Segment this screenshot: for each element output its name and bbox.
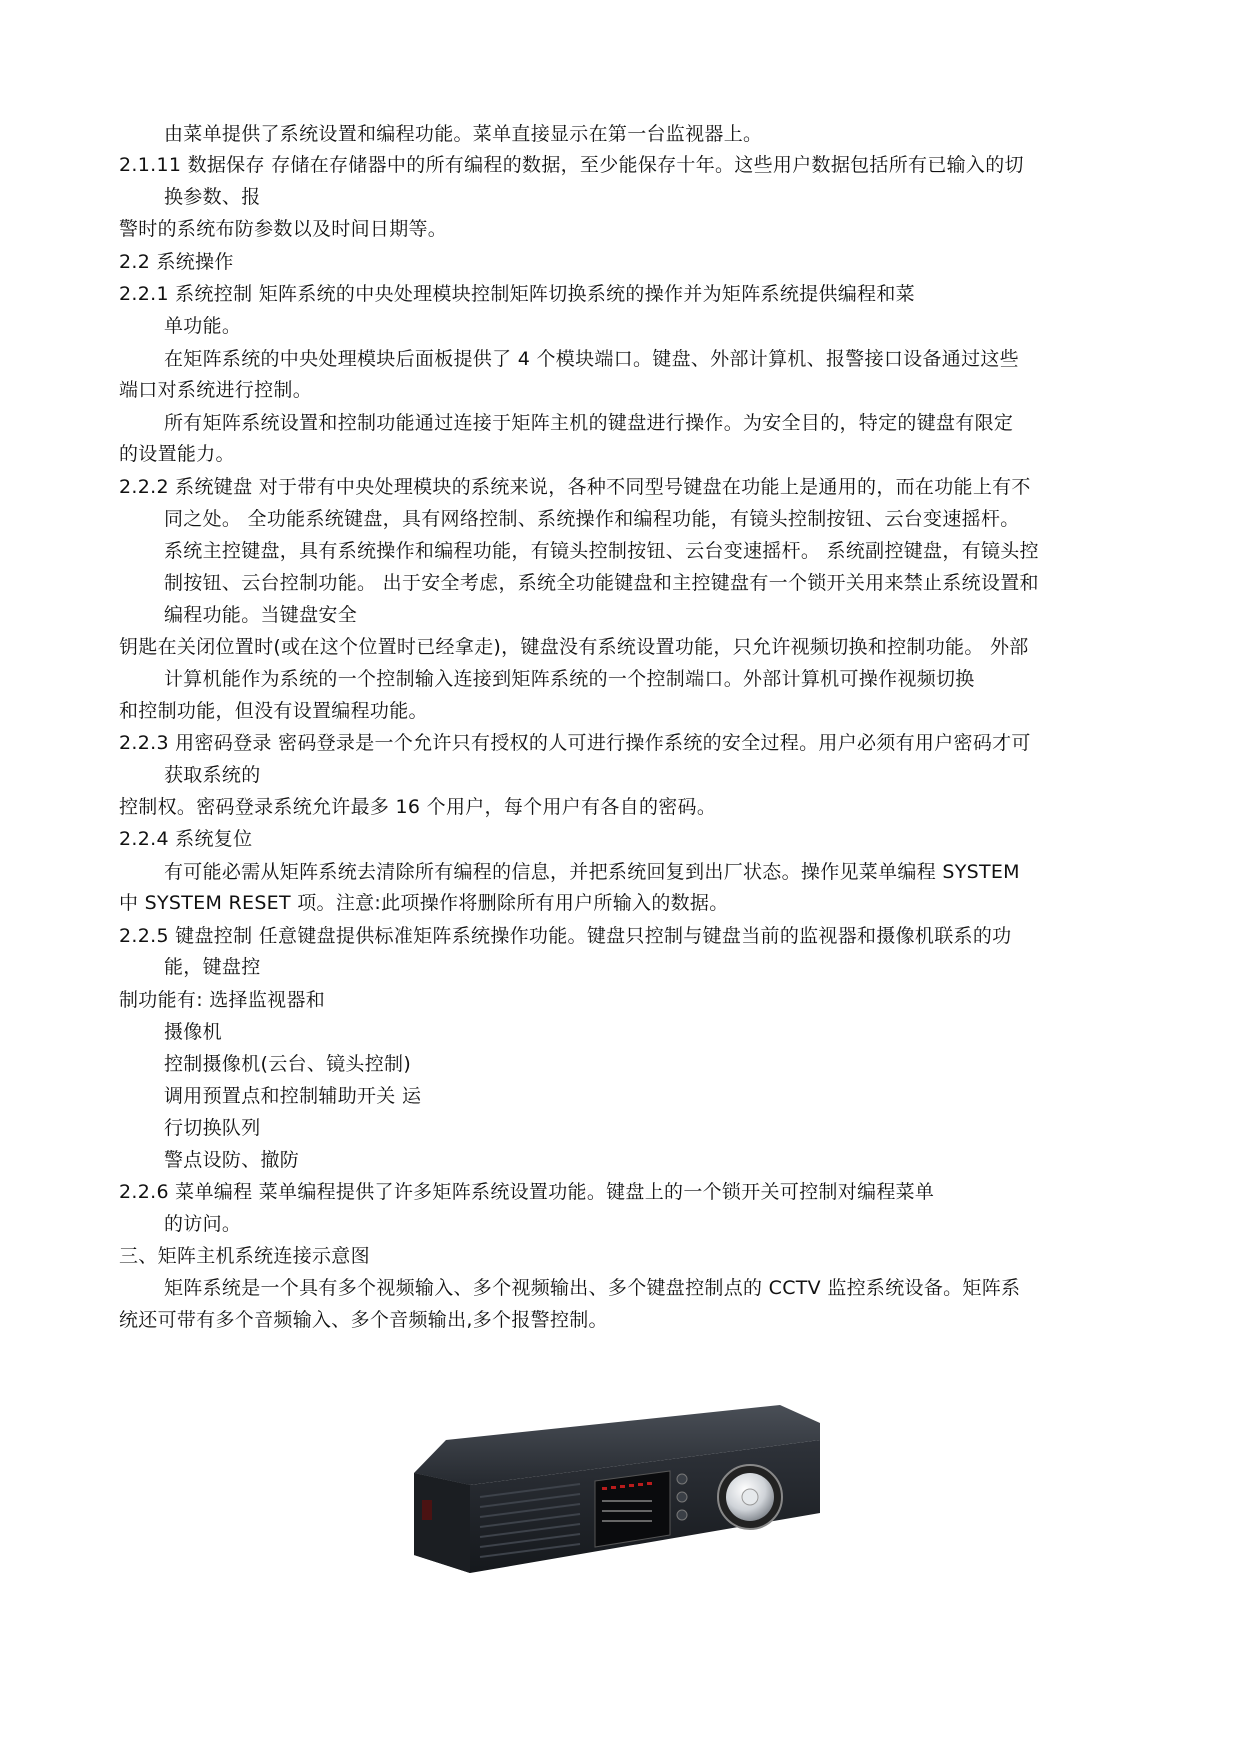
- text-line-12: 2.2.2 系统键盘 对于带有中央处理模块的系统来说，各种不同型号键盘在功能上是通用的，而在功能上有不: [119, 476, 1031, 498]
- text-line-22: 控制权。密码登录系统允许最多 16 个用户，每个用户有各自的密码。: [119, 796, 717, 818]
- text-line-37: 矩阵系统是一个具有多个视频输入、多个视频输出、多个键盘控制点的 CCTV 监控系统设备。矩阵系: [164, 1277, 1021, 1299]
- text-line-10: 所有矩阵系统设置和控制功能通过连接于矩阵主机的键盘进行操作。为安全目的，特定的键盘有限定: [164, 412, 1014, 434]
- heading-2-2-4: 2.2.4 系统复位: [119, 828, 253, 850]
- text-line-25: 中 SYSTEM RESET 项。注意:此项操作将删除所有用户所输入的数据。: [119, 892, 729, 914]
- text-line-6: 2.2.1 系统控制 矩阵系统的中央处理模块控制矩阵切换系统的操作并为矩阵系统提供编程和菜: [119, 283, 915, 305]
- heading-2-2: 2.2 系统操作: [119, 251, 234, 273]
- text-line-16: 编程功能。当键盘安全: [164, 604, 358, 626]
- text-line-34: 2.2.6 菜单编程 菜单编程提供了许多矩阵系统设置功能。键盘上的一个锁开关可控制对编程菜单: [119, 1181, 935, 1203]
- text-line-26: 2.2.5 键盘控制 任意键盘提供标准矩阵系统操作功能。键盘只控制与键盘当前的监视器和摄像机联系的功: [119, 925, 1012, 947]
- text-line-30: 控制摄像机(云台、镜头控制): [164, 1053, 412, 1075]
- text-line-27: 能，键盘控: [164, 956, 261, 978]
- text-line-35: 的访问。: [164, 1213, 242, 1235]
- text-line-13: 同之处。 全功能系统键盘，具有网络控制、系统操作和编程功能，有镜头控制按钮、云台变速摇杆。: [164, 508, 1020, 530]
- text-line-11: 的设置能力。: [119, 443, 235, 465]
- text-line-1: 由菜单提供了系统设置和编程功能。菜单直接显示在第一台监视器上。: [164, 123, 763, 145]
- text-line-8: 在矩阵系统的中央处理模块后面板提供了 4 个模块端口。键盘、外部计算机、报警接口设备通过这些: [164, 348, 1019, 370]
- text-line-33: 警点设防、撤防: [164, 1149, 300, 1171]
- text-line-4: 警时的系统布防参数以及时间日期等。: [119, 218, 448, 240]
- text-line-19: 和控制功能，但没有设置编程功能。: [119, 700, 428, 722]
- text-line-7: 单功能。: [164, 315, 242, 337]
- text-line-32: 行切换队列: [164, 1117, 261, 1139]
- text-line-29: 摄像机: [164, 1021, 222, 1043]
- text-line-17: 钥匙在关闭位置时(或在这个位置时已经拿走)，键盘没有系统设置功能，只允许视频切换和控制功能。 外部: [119, 636, 1029, 658]
- text-line-24: 有可能必需从矩阵系统去清除所有编程的信息，并把系统回复到出厂状态。操作见菜单编程 SYSTEM: [164, 861, 1020, 883]
- text-line-18: 计算机能作为系统的一个控制输入连接到矩阵系统的一个控制端口。外部计算机可操作视频切换: [164, 668, 975, 690]
- text-line-15: 制按钮、云台控制功能。 出于安全考虑，系统全功能键盘和主控键盘有一个锁开关用来禁止系统设置和: [164, 572, 1039, 594]
- text-line-14: 系统主控键盘，具有系统操作和编程功能，有镜头控制按钮、云台变速摇杆。 系统副控键盘，有镜头控: [164, 540, 1039, 562]
- matrix-host-device-image: [410, 1405, 830, 1575]
- text-line-3: 换参数、报: [164, 186, 261, 208]
- text-line-20: 2.2.3 用密码登录 密码登录是一个允许只有授权的人可进行操作系统的安全过程。用户必须有用户密码才可: [119, 732, 1031, 754]
- text-line-28: 制功能有: 选择监视器和: [119, 989, 326, 1011]
- text-line-9: 端口对系统进行控制。: [119, 379, 313, 401]
- text-line-38: 统还可带有多个音频输入、多个音频输出,多个报警控制。: [119, 1309, 608, 1331]
- text-line-21: 获取系统的: [164, 764, 261, 786]
- heading-section-3: 三、矩阵主机系统连接示意图: [119, 1245, 370, 1267]
- text-line-2: 2.1.11 数据保存 存储在存储器中的所有编程的数据，至少能保存十年。这些用户数据包括所有已输入的切: [119, 154, 1024, 176]
- text-line-31: 调用预置点和控制辅助开关 运: [164, 1085, 422, 1107]
